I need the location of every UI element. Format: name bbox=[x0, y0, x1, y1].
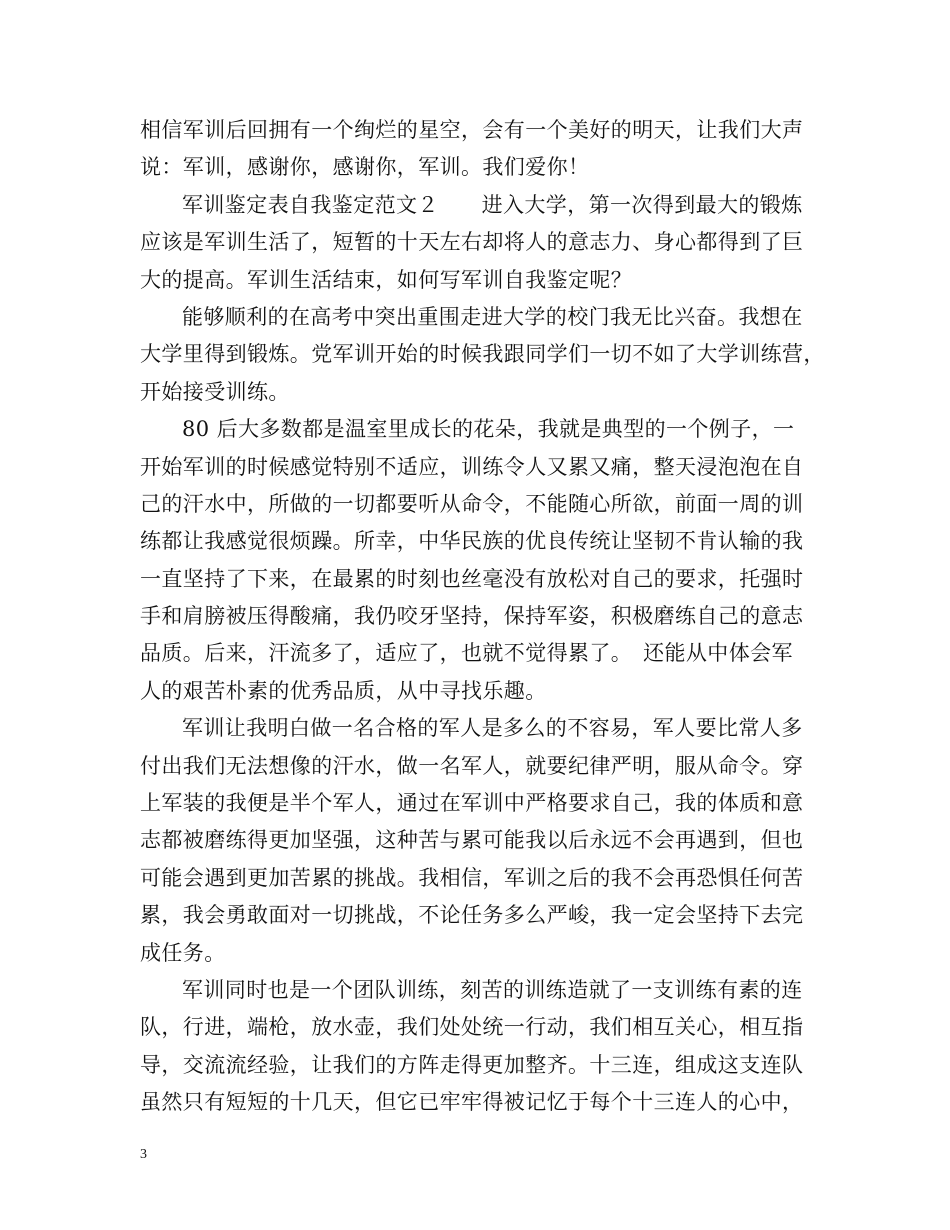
text-line: 军训让我明白做一名合格的军人是多么的不容易，军人要比常人多 bbox=[182, 716, 803, 741]
text-line: 开始军训的时候感觉特别不适应，训练令人又累又痛，整天浸泡泡在自 bbox=[140, 454, 804, 479]
text-line: 军训同时也是一个团队训练，刻苦的训练造就了一支训练有素的连 bbox=[182, 977, 803, 1002]
text-line: 可能会遇到更加苦累的挑战。我相信，军训之后的我不会再恐惧任何苦 bbox=[140, 865, 804, 890]
text-line: 80 后大多数都是温室里成长的花朵，我就是典型的一个例子，一 bbox=[182, 417, 795, 442]
text-line: 能够顺利的在高考中突出重围走进大学的校门我无比兴奋。我想在 bbox=[182, 304, 803, 329]
text-line: 军训鉴定表自我鉴定范文２ 进入大学，第一次得到最大的锻炼 bbox=[182, 192, 803, 217]
text-line: 人的艰苦朴素的优秀品质，从中寻找乐趣。 bbox=[140, 678, 547, 703]
text-line: 一直坚持了下来，在最累的时刻也丝毫没有放松对自己的要求，托强时 bbox=[140, 566, 804, 591]
text-line: 应该是军训生活了，短暂的十天左右却将人的意志力、身心都得到了巨 bbox=[140, 230, 804, 255]
text-line: 开始接受训练。 bbox=[140, 379, 290, 404]
text-line: 虽然只有短短的十几天，但它已牢牢得被记忆于每个十三连人的心中， bbox=[140, 1090, 804, 1115]
text-line: 己的汗水中，所做的一切都要听从命令，不能随心所欲，前面一周的训 bbox=[140, 491, 804, 516]
text-line: 相信军训后回拥有一个绚烂的星空，会有一个美好的明天，让我们大声 bbox=[140, 118, 804, 142]
page-number: 3 bbox=[140, 1147, 147, 1162]
text-line: 累，我会勇敢面对一切挑战，不论任务多么严峻，我一定会坚持下去完 bbox=[140, 903, 804, 928]
text-line: 大的提高。军训生活结束，如何写军训自我鉴定呢？ bbox=[140, 267, 633, 292]
text-line: 品质。后来，汗流多了，适应了，也就不觉得累了。 还能从中体会军 bbox=[140, 641, 793, 666]
text-line: 导，交流流经验，让我们的方阵走得更加整齐。十三连，组成这支连队 bbox=[140, 1052, 804, 1077]
text-line: 说：军训，感谢你，感谢你，军训。我们爱你！ bbox=[140, 155, 590, 180]
text-line: 大学里得到锻炼。党军训开始的时候我跟同学们一切不如了大学训练营， bbox=[140, 342, 825, 367]
text-line: 成任务。 bbox=[140, 940, 226, 965]
text-line: 付出我们无法想像的汗水，做一名军人，就要纪律严明，服从命令。穿 bbox=[140, 753, 804, 778]
text-line: 手和肩膀被压得酸痛，我仍咬牙坚持，保持军姿，积极磨练自己的意志 bbox=[140, 604, 804, 629]
text-line: 练都让我感觉很烦躁。所幸，中华民族的优良传统让坚韧不肯认输的我 bbox=[140, 529, 804, 554]
text-line: 队，行进，端枪，放水壶，我们处处统一行动，我们相互关心，相互指 bbox=[140, 1015, 804, 1040]
body-text bbox=[140, 112, 825, 1122]
text-line: 上军装的我便是半个军人，通过在军训中严格要求自己，我的体质和意 bbox=[140, 791, 804, 816]
text-line: 志都被磨练得更加坚强，这种苦与累可能我以后永远不会再遇到，但也 bbox=[140, 828, 804, 853]
